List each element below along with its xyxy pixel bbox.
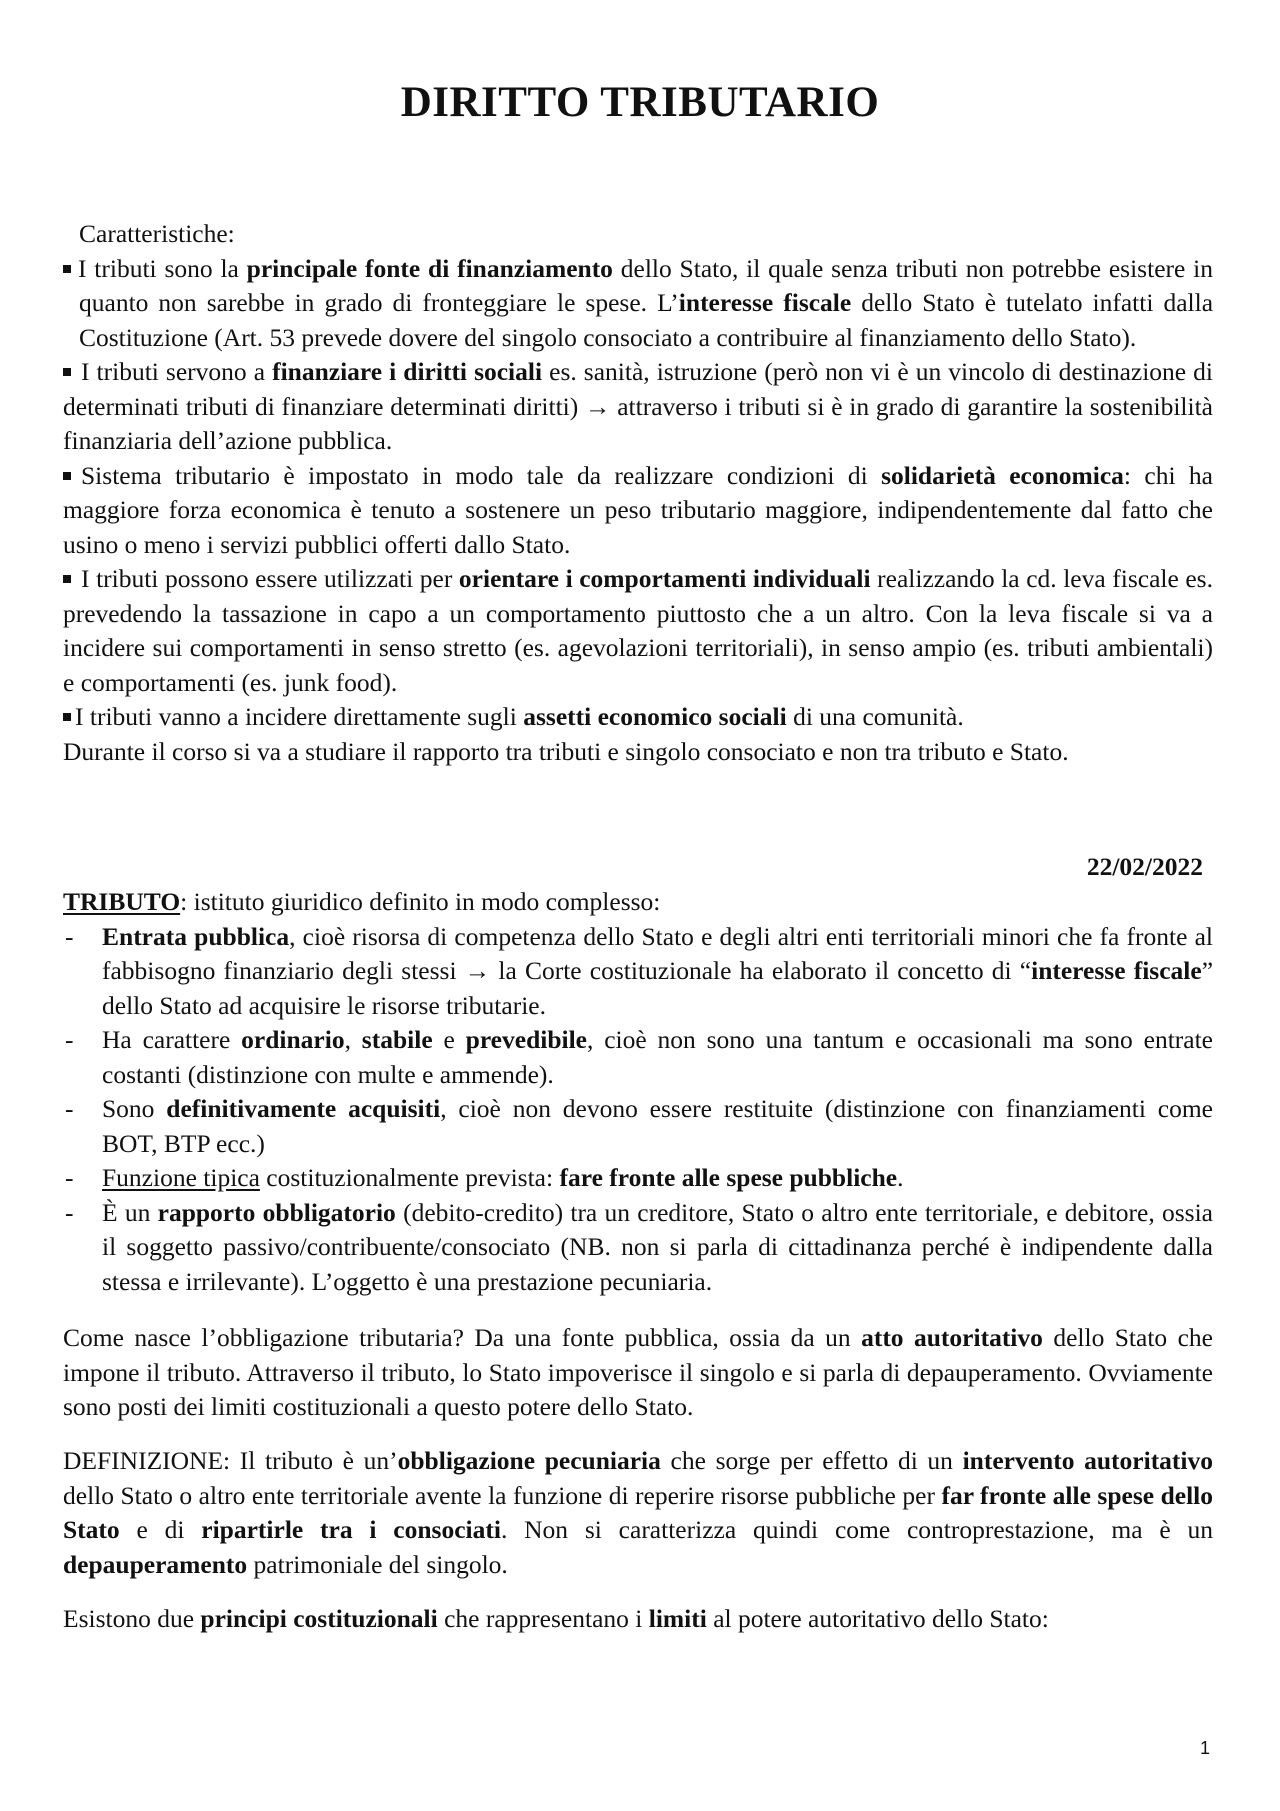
bullet-item-fonte: I tributi sono la principale fonte di finanziamento dello Stato, il quale senza tributi non potrebbe esistere in quanto non sarebbe in grado di fronteggiare le spese. L’interesse fiscale dello Stato è tutelato infatti dalla Costituzione (Art. 53 prevede dovere del singolo consociato a contribuire al finanziamento dello Stato). <box>63 252 1213 356</box>
tributo-section <box>63 885 1213 1299</box>
definizione-paragraph: DEFINIZIONE: Il tributo è un’obbligazione pecuniaria che sorge per effetto di un intervento autoritativo dello Stato o altro ente territoriale avente la funzione di reperire risorse pubbliche per far fronte alle spese dello Stato e di ripartirle tra i consociati. Non si caratterizza quindi come controprestazione, ma è un depauperamento patrimoniale del singolo. <box>63 1446 1214 1579</box>
lecture-date: 22/02/2022 <box>1086 852 1203 881</box>
square-bullet-icon <box>63 368 71 376</box>
bullet-item-solidarieta: Sistema tributario è impostato in modo tale da realizzare condizioni di solidarietà economica: chi ha maggiore forza economica è tenuto a sostenere un peso tributario maggiore, indipendentemente dal fatto che usino o meno i servizi pubblici offerti dallo Stato. <box>63 460 1213 559</box>
bullet-item-comportamenti: I tributi possono essere utilizzati per orientare i comportamenti individuali realizzando la cd. leva fiscale es. prevedendo la tassazione in capo a un comportamento piuttosto che a un altro. Con la leva fiscale si va a incidere sui comportamenti in senso stretto (es. agevolazioni territoriali), in senso ampio (es. tributi ambientali) e comportamenti (es. junk food). <box>63 564 1213 697</box>
caratteristiche-label: Caratteristiche: <box>79 219 235 248</box>
tributo-heading: TRIBUTO: istituto giuridico definito in modo complesso: <box>63 887 661 916</box>
caratteristiche-section <box>63 217 1213 769</box>
dash-item-entrata: - Entrata pubblica, cioè risorsa di competenza dello Stato e degli altri enti territoriali minori che fa fronte al fabbisogno finanziario degli stessi → la Corte costituzionale ha elaborato il concetto di “interesse fiscale” dello Stato ad acquisire le risorse tributarie. <box>65 921 1214 1020</box>
square-bullet-icon <box>63 472 71 480</box>
bullet-item-assetti: I tributi vanno a incidere direttamente sugli assetti economico sociali di una comunità. <box>63 700 1213 735</box>
square-bullet-icon <box>63 575 71 583</box>
document-title: DIRITTO TRIBUTARIO <box>400 79 880 126</box>
dash-item-rapporto: - È un rapporto obbligatorio (debito-credito) tra un creditore, Stato o altro ente territoriale, e debitore, ossia il soggetto passivo/contribuente/consociato (NB. non si parla di cittadinanza perché è indipendente dalla stessa e irrilevante). L’oggetto è una prestazione pecuniaria. <box>65 1197 1213 1296</box>
dash-item-acquisiti: - Sono definitivamente acquisiti, cioè non devono essere restituite (distinzione con finanziamenti come BOT, BTP ecc.) <box>65 1094 1213 1158</box>
square-bullet-icon <box>63 713 71 721</box>
square-bullet-icon <box>63 265 71 273</box>
nasce-paragraph: Come nasce l’obbligazione tributaria? Da una fonte pubblica, ossia da un atto autoritativo dello Stato che impone il tributo. Attraverso il tributo, lo Stato impoverisce il singolo e si parla di depauperamento. Ovviamente sono posti dei limiti costituzionali a questo potere dello Stato. <box>63 1323 1213 1421</box>
page-number: 1 <box>1199 1738 1210 1758</box>
dash-item-carattere: - Ha carattere ordinario, stabile e prevedibile, cioè non sono una tantum e occasionali ma sono entrate costanti (distinzione con multe e ammende). <box>65 1025 1214 1089</box>
principi-paragraph: Esistono due principi costituzionali che rappresentano i limiti al potere autoritativo dello Stato: <box>63 1604 1049 1633</box>
date-line <box>63 850 1213 885</box>
corso-paragraph: Durante il corso si va a studiare il rapporto tra tributi e singolo consociato e non tra tributo e Stato. <box>63 736 1069 766</box>
bullet-item-diritti-sociali: I tributi servono a finanziare i diritti sociali es. sanità, istruzione (però non vi è un vincolo di destinazione di determinati tributi di finanziare determinati diritti) → attraverso i tributi si è in grado di garantire la sostenibilità finanziaria dell’azione pubblica. <box>63 357 1214 455</box>
dash-item-funzione: - Funzione tipica costituzionalmente prevista: fare fronte alle spese pubbliche. <box>65 1163 904 1192</box>
